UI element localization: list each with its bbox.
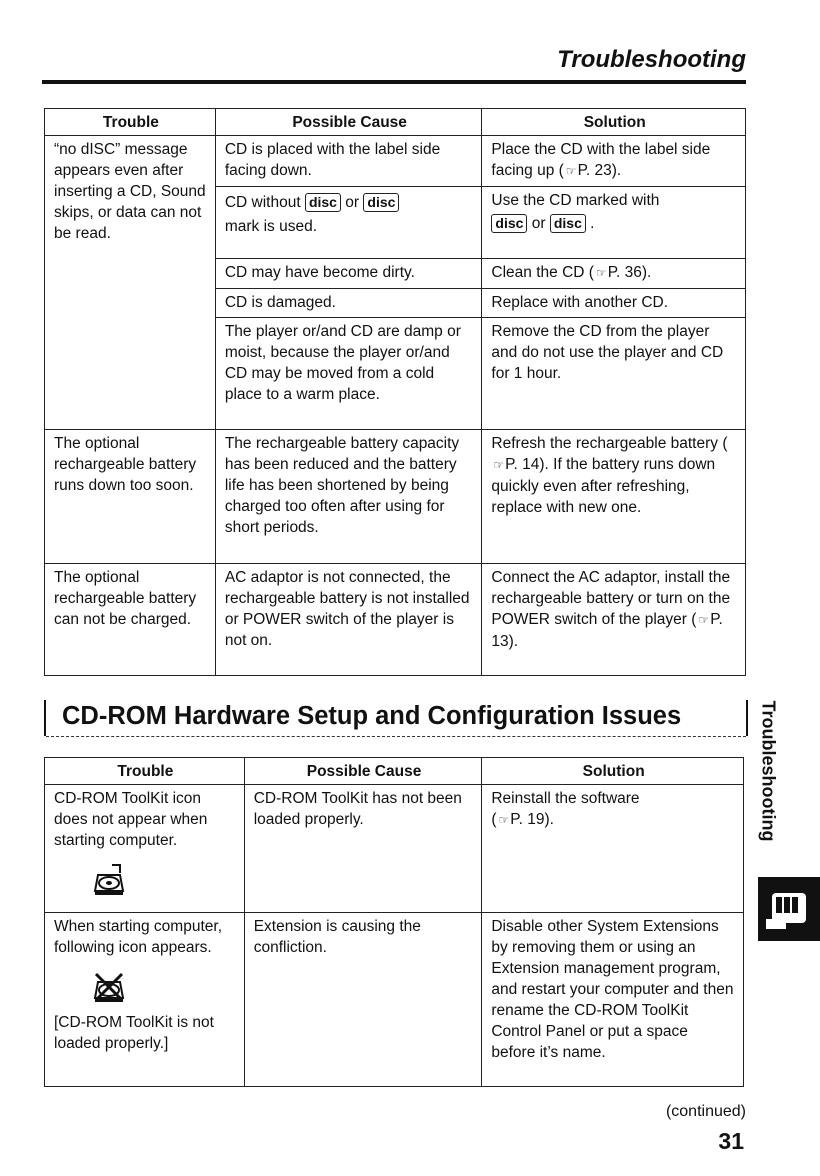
cause-cell: CD is placed with the label side facing down. <box>215 136 482 187</box>
trouble-cell: “no dISC” message appears even after inserting a CD, Sound skips, or data can not be read. <box>45 136 216 430</box>
pointing-hand-icon: ☞ <box>498 813 509 827</box>
troubleshooting-table-cdrom <box>44 757 744 1087</box>
cause-cell: The player or/and CD are damp or moist, because the player or/and CD may be moved from a cold place to a warm place. <box>215 318 482 430</box>
compact-disc-logo-icon: disc <box>305 193 341 212</box>
cause-cell: The rechargeable battery capacity has been reduced and the battery life has been shortened by being charged too often after using for short periods. <box>215 430 482 564</box>
table-row <box>45 430 746 564</box>
side-tab-label: Troubleshooting <box>758 700 779 842</box>
troubleshooting-table-disc <box>44 108 746 676</box>
cause-cell: CD-ROM ToolKit has not been loaded properly. <box>244 785 482 913</box>
solution-cell: Refresh the rechargeable battery (☞ P. 14). If the battery runs down quickly even after refreshing, replace with new one. <box>482 430 746 564</box>
column-header: Possible Cause <box>244 758 482 785</box>
compact-disc-digital-audio-logo-icon: disc <box>363 193 399 212</box>
page-number: 31 <box>718 1128 744 1154</box>
cause-cell: CD without disc or disc mark is used. <box>215 187 482 259</box>
column-header: Solution <box>482 109 746 136</box>
solution-cell: Reinstall the software ( ☞ P. 19). <box>482 785 744 913</box>
solution-cell: Replace with another CD. <box>482 289 746 318</box>
column-header: Trouble <box>45 758 245 785</box>
trouble-cell: The optional rechargeable battery runs down too soon. <box>45 430 216 564</box>
solution-cell: Place the CD with the label side facing up ( ☞ P. 23). <box>482 136 746 187</box>
cdrom-toolkit-crossed-icon <box>92 970 126 1004</box>
table-row <box>45 136 746 187</box>
solution-cell: Clean the CD ( ☞ P. 36). <box>482 259 746 289</box>
solution-cell: Disable other System Extensions by removing them or using an Extension management program, and restart your computer and then rename the CD-ROM ToolKit Control Panel or put a space before it’s name. <box>482 913 744 1087</box>
heading-underline <box>46 736 746 737</box>
pointing-hand-icon: ☞ <box>595 266 606 280</box>
table-row <box>45 913 744 1087</box>
solution-cell: Connect the AC adaptor, install the rechargeable battery or turn on the POWER switch of the player ( ☞ P. 13). <box>482 564 746 676</box>
compact-disc-digital-audio-logo-icon: disc <box>550 214 586 233</box>
section-heading <box>44 700 748 736</box>
trouble-cell: When starting computer, following icon appears. [CD-ROM ToolKit is not loaded properly.] <box>45 913 245 1087</box>
column-header: Trouble <box>45 109 216 136</box>
trouble-cell: The optional rechargeable battery can not be charged. <box>45 564 216 676</box>
side-tab <box>748 686 788 856</box>
title-rule <box>42 80 746 84</box>
page-title: Troubleshooting <box>557 46 746 73</box>
compact-disc-logo-icon: disc <box>491 214 527 233</box>
section-heading-text: CD-ROM Hardware Setup and Configuration Issues <box>62 702 682 730</box>
column-header: Solution <box>482 758 744 785</box>
column-header: Possible Cause <box>215 109 482 136</box>
table-header-row <box>45 109 746 136</box>
cdrom-toolkit-icon <box>92 863 126 897</box>
solution-cell: Use the CD marked with disc or disc . <box>482 187 746 259</box>
cause-cell: Extension is causing the confliction. <box>244 913 482 1087</box>
table-row <box>45 564 746 676</box>
thumb-index-icon <box>758 877 820 941</box>
pointing-hand-icon: ☞ <box>565 164 576 178</box>
pointing-hand-icon: ☞ <box>698 613 709 627</box>
continued-note: (continued) <box>665 1103 746 1120</box>
pointing-hand-icon: ☞ <box>493 458 504 472</box>
cause-cell: CD may have become dirty. <box>215 259 482 289</box>
solution-cell: Remove the CD from the player and do not use the player and CD for 1 hour. <box>482 318 746 430</box>
table-row <box>45 785 744 913</box>
cause-cell: AC adaptor is not connected, the rechargeable battery is not installed or POWER switch of the player is not on. <box>215 564 482 676</box>
table-header-row <box>45 758 744 785</box>
trouble-cell: CD-ROM ToolKit icon does not appear when starting computer. <box>45 785 245 913</box>
cause-cell: CD is damaged. <box>215 289 482 318</box>
